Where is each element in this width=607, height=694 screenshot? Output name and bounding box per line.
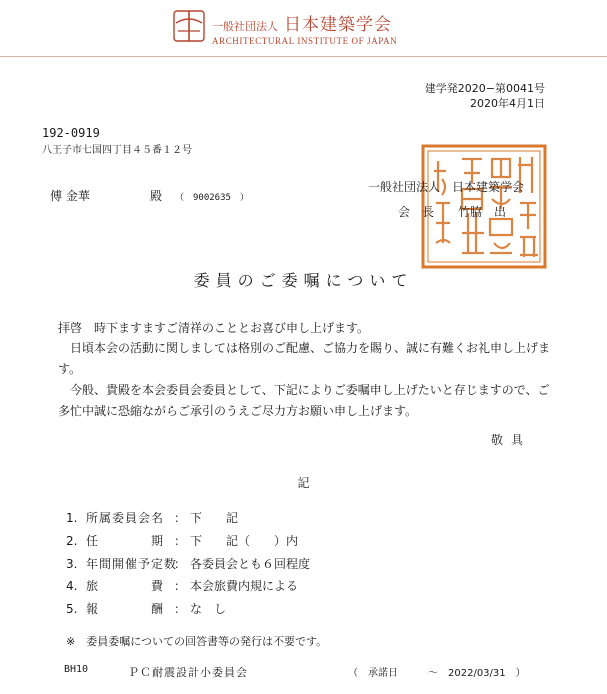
item-value: 各委員会とも６回程度 [190, 557, 311, 571]
recipient-name: 傅 金華 [50, 189, 90, 203]
header-divider [0, 56, 607, 57]
institute-logo-icon [172, 9, 206, 43]
item-number: 2. [66, 534, 78, 548]
item-label: 任 期 [86, 534, 165, 548]
term-period: （ 承諾日 ～ 2022/03/31 ） [348, 668, 526, 679]
sender-name: 竹脇 出 [458, 205, 507, 219]
item-label: 年間開催予定数 [86, 557, 178, 571]
item-label: 報 酬 [86, 602, 165, 616]
list-item: 1. 所属委員会名 ： 下 記 [66, 511, 239, 525]
item-number: 5. [66, 602, 78, 616]
postal-code: 192-0919 [42, 126, 100, 140]
thanks-paragraph: 日頃本会の活動に関しましては格別のご配慮、ご協力を賜り、誠に有難くお礼申し上げます。 [58, 341, 551, 376]
sender-organization: 一般社団法人 日本建築学会 [368, 180, 525, 194]
item-value: な し [190, 602, 227, 616]
recipient-honorific: 殿 [150, 189, 163, 203]
ki-heading: 記 [297, 476, 310, 490]
organization-type: 一般社団法人 [212, 20, 278, 33]
committee-code: BH10 [64, 664, 89, 675]
issue-date: 2020年4月1日 [470, 97, 545, 110]
list-item: 4. 旅 費 ： 本会旅費内規による [66, 579, 299, 593]
item-label: 所属委員会名 [86, 511, 165, 525]
reference-number: 建学発2020−第0041号 [424, 82, 545, 95]
committee-name: ＰＣ耐震設計小委員会 [128, 666, 248, 679]
organization-name [212, 10, 392, 35]
item-number: 4. [66, 579, 78, 593]
list-item: 5. 報 酬 ： な し [66, 602, 227, 616]
item-label: 旅 費 [86, 579, 165, 593]
greeting-paragraph: 拝啓 時下ますますご清祥のこととお喜び申し上げます。 [58, 321, 370, 335]
appointment-paragraph: 今般、貴殿を本会委員会委員として、下記によりご委嘱申し上げたいと存じますので、ご多忙中誠に恐縮ながらご承引のうえご尽力方お願い申し上げます。 [58, 383, 550, 418]
sender-title: 会 長 [398, 205, 435, 219]
item-value: 下 記（ ）内 [190, 534, 299, 548]
item-number: 1. [66, 511, 78, 525]
recipient-address: 八王子市七国四丁目４５番１２号 [42, 145, 192, 156]
member-id: （ 9002635 ） [175, 193, 249, 203]
list-item: 3. 年間開催予定数： 各委員会とも６回程度 [66, 557, 311, 571]
organization-name-english: ARCHITECTURAL INSTITUTE OF JAPAN [212, 36, 398, 46]
closing-phrase: 敬具 [490, 433, 531, 447]
list-item: 2. 任 期 ： 下 記（ ）内 [66, 534, 299, 548]
organization-name-text: 日本建築学会 [284, 15, 392, 35]
letter-subject: 委員のご委嘱について [193, 271, 414, 290]
footnote: ※ 委員委嘱についての回答書等の発行は不要です。 [66, 635, 328, 648]
item-number: 3. [66, 557, 78, 571]
item-value: 下 記 [190, 511, 239, 525]
item-value: 本会旅費内規による [190, 579, 299, 593]
